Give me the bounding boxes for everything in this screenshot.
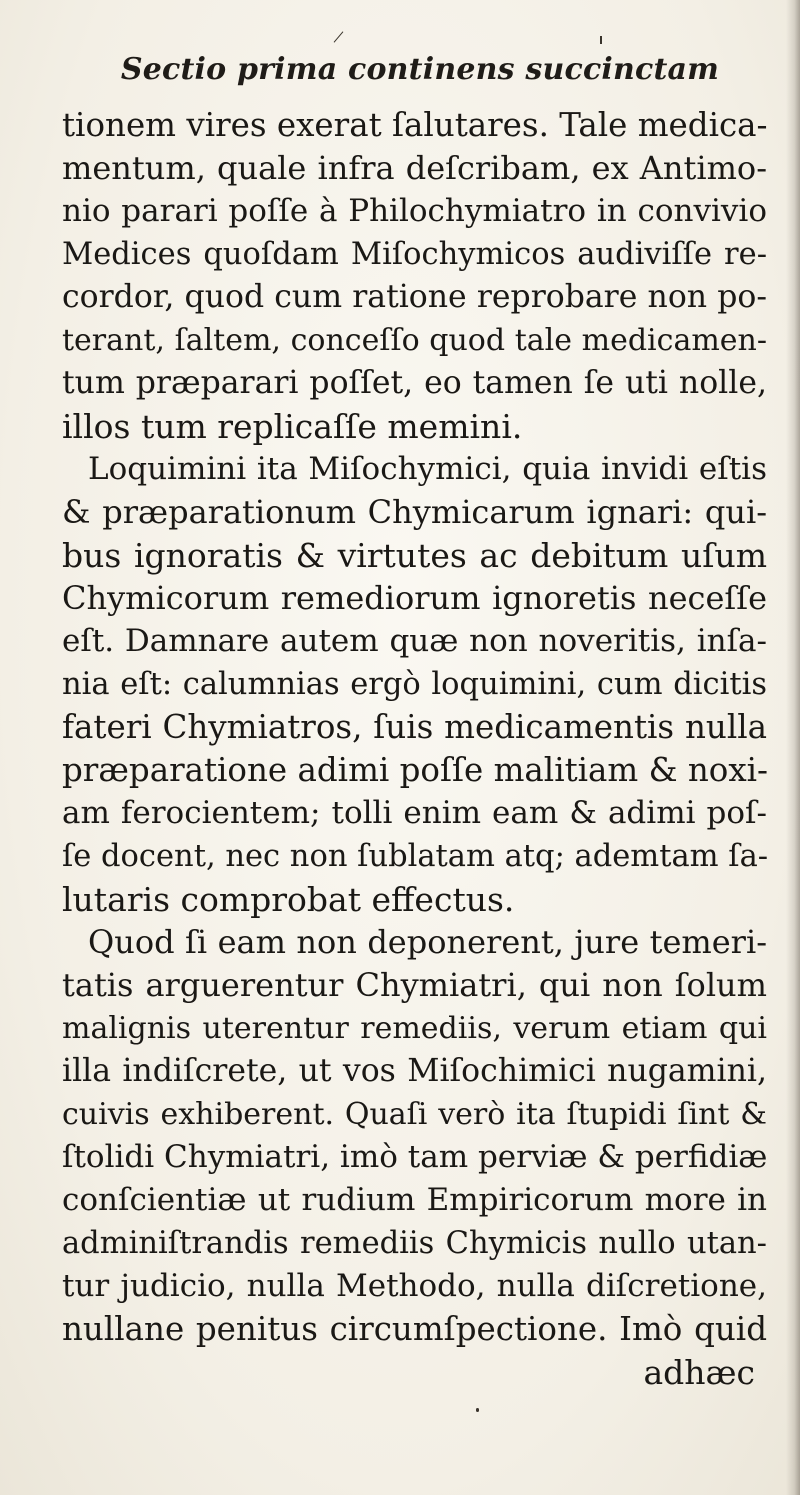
- ink-speck: [476, 1408, 479, 1412]
- text-line: nullane penitus circumſpectione. Imò quid: [62, 1310, 767, 1348]
- text-line: malignis uterentur remediis, verum etiam qui: [62, 1011, 767, 1046]
- catchword: adhæc: [643, 1353, 755, 1392]
- text-line: bus ignoratis & virtutes ac debitum uſum: [62, 536, 767, 575]
- text-line: illa indiſcrete, ut vos Miſochimici nugamini,: [62, 1053, 767, 1089]
- text-line: cordor, quod cum ratione reprobare non po-: [62, 279, 767, 315]
- text-line: tionem vires exerat ſalutares. Tale medica-: [62, 106, 768, 144]
- text-line: mentum, quale infra deſcribam, ex Antimo-: [62, 149, 767, 187]
- text-line: adminiſtrandis remediis Chymicis nullo utan-: [62, 1226, 767, 1261]
- text-line: ſe docent, nec non ſublatam atq; ademtam ſa-: [62, 839, 769, 874]
- text-line: illos tum replicaſſe memini.: [62, 407, 523, 446]
- text-line: & præparationum Chymicarum ignari: qui-: [62, 493, 767, 531]
- text-line: Medices quoſdam Miſochymicos audiviſſe re-: [62, 237, 767, 272]
- text-line: lutaris comprobat effectus.: [62, 880, 515, 919]
- text-line: am ferocientem; tolli enim eam & adimi poſ-: [62, 795, 767, 831]
- body-text: [62, 104, 767, 1394]
- text-line: terant, ſaltem, conceſſo quod tale medicamen-: [62, 323, 767, 358]
- text-line: conſcientiæ ut rudium Empiricorum more in: [62, 1182, 767, 1218]
- text-line: nia eſt: calumnias ergò loquimini, cum dicitis: [62, 667, 767, 702]
- ink-speck: [600, 36, 602, 44]
- text-line: Quod ſi eam non deponerent, jure temeri-: [88, 923, 767, 961]
- text-line: fateri Chymiatros, ſuis medicamentis nulla: [62, 708, 767, 746]
- text-line: Loquimini ita Miſochymici, quia invidi eſtis: [88, 451, 767, 487]
- page-edge-shadow: [786, 0, 800, 1495]
- text-line: nio parari poſſe à Philochymiatro in convivio: [62, 193, 767, 229]
- text-line: tur judicio, nulla Methodo, nulla diſcretione,: [62, 1268, 767, 1304]
- text-line: Chymicorum remediorum ignoretis neceſſe: [62, 579, 767, 617]
- ink-speck: [334, 31, 344, 42]
- text-line: tum præparari poſſet, eo tamen ſe uti nolle,: [62, 365, 767, 401]
- running-head: Sectio prima continens succinctam: [120, 52, 720, 87]
- text-line: ſtolidi Chymiatri, imò tam perviæ & perfidiæ: [62, 1139, 768, 1175]
- text-line: eſt. Damnare autem quæ non noveritis, inſa-: [62, 623, 767, 659]
- text-line: præparatione adimi poſſe malitiam & noxi-: [62, 751, 769, 789]
- text-line: tatis arguerentur Chymiatri, qui non ſolum: [62, 966, 767, 1004]
- text-line: cuivis exhiberent. Quaſi verò ita ſtupidi ſint &: [62, 1097, 767, 1132]
